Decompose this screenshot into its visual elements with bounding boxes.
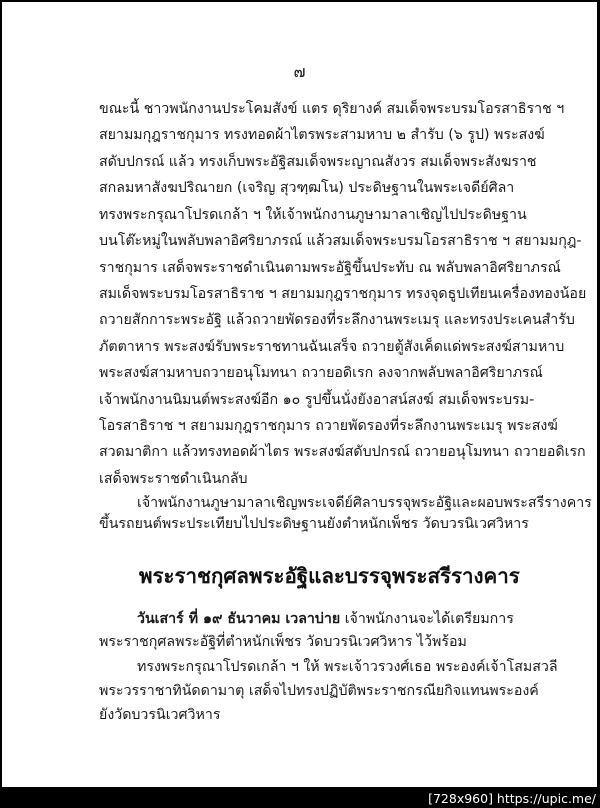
text-line: เจ้าพนักงานภูษามาลาเชิญพระเจดีย์ศิลาบรรจุพระอัฐิและผอบพระสรีรางคาร: [137, 495, 592, 511]
section-heading: พระราชกุศลพระอัฐิและบรรจุพระสรีรางคาร: [139, 564, 520, 588]
document-page: [2, 2, 597, 787]
text-line: ยังวัดบวรนิเวศวิหาร: [99, 707, 221, 723]
text-line: เจ้าพนักงานนิมนต์พระสงฆ์อีก ๑๐ รูปขึ้นนั่งยังอาสน์สงฆ์ สมเด็จพระบรม-: [99, 392, 535, 408]
text-line: ถวายสักการะพระอัฐิ แล้วถวายพัดรองที่ระลึกงานพระเมรุ และทรงประเคนสำรับ: [99, 312, 575, 328]
text-line: บนโต๊ะหมู่ในพลับพลาอิศริยาภรณ์ แล้วสมเด็จพระบรมโอรสาธิราช ฯ สยามมกุฎ-: [99, 233, 582, 249]
image-caption: [728x960] https://upic.me/: [428, 791, 596, 806]
text-line: สกลมหาสังฆปริณายก (เจริญ สุวฑฺฒโน) ประดิษฐานในพระเจดีย์ศิลา: [99, 180, 515, 196]
text-line: ทรงพระกรุณาโปรดเกล้า ฯ ให้เจ้าพนักงานภูษามาลาเชิญไปประดิษฐาน: [99, 207, 527, 223]
text-line: ภัตตาหาร พระสงฆ์รับพระราชทานฉันเสร็จ ถวายตู้สังเค็ดแด่พระสงฆ์สามหาบ: [99, 339, 565, 355]
text-segment: เจ้าพนักงานจะได้เตรียมการ: [344, 611, 514, 627]
text-line: สยามมกุฎราชกุมาร ทรงทอดผ้าไตรพระสามหาบ ๒ สำรับ (๖ รูป) พระสงฆ์: [99, 127, 545, 143]
text-line: โอรสาธิราช ฯ สยามมกุฎราชกุมาร ถวายพัดรองที่ระลึกงานพระเมรุ พระสงฆ์: [99, 418, 558, 434]
text-line: ทรงพระกรุณาโปรดเกล้า ฯ ให้ พระเจ้าวรวงศ์เธอ พระองค์เจ้าโสมสวลี: [137, 659, 558, 675]
text-line: สมเด็จพระบรมโอรสาธิราช ฯ สยามมกุฎราชกุมาร ทรงจุดธูปเทียนเครื่องทองน้อย: [99, 286, 587, 302]
text-line: เสด็จพระราชดำเนินกลับ: [99, 471, 248, 487]
text-line: สวดมาติกา แล้วทรงทอดผ้าไตร พระสงฆ์สดับปกรณ์ ถวายอนุโมทนา ถวายอดิเรก: [99, 444, 586, 460]
date-text: วันเสาร์ ที่ ๑๙ ธันวาคม เวลาบ่าย: [137, 611, 341, 627]
text-line: สดับปกรณ์ แล้ว ทรงเก็บพระอัฐิสมเด็จพระญาณสังวร สมเด็จพระสังฆราช: [99, 154, 537, 170]
text-line: พระวรราชาทินัดดามาตุ เสด็จไปทรงปฏิบัติพระราชกรณียกิจแทนพระองค์: [99, 683, 539, 699]
page-number: ๗: [293, 62, 306, 81]
text-line: พระสงฆ์สามหาบถวายอนุโมทนา ถวายอดิเรก ลงจากพลับพลาอิศริยาภรณ์: [99, 365, 543, 381]
text-line: ขณะนี้ ชาวพนักงานประโคมสังข์ แตร ดุริยางค์ สมเด็จพระบรมโอรสาธิราช ฯ: [99, 101, 565, 117]
text-line: ขึ้นรถยนต์พระประเทียบไปประดิษฐานยังตำหนักเพ็ชร วัดบวรนิเวศวิหาร: [99, 516, 529, 532]
text-line: [137, 609, 513, 629]
text-line: ราชกุมาร เสด็จพระราชดำเนินตามพระอัฐิขึ้นประทับ ณ พลับพลาอิศริยาภรณ์: [99, 260, 561, 276]
text-line: พระราชกุศลพระอัฐิที่ตำหนักเพ็ชร วัดบวรนิเวศวิหาร ไว้พร้อม: [99, 634, 467, 650]
